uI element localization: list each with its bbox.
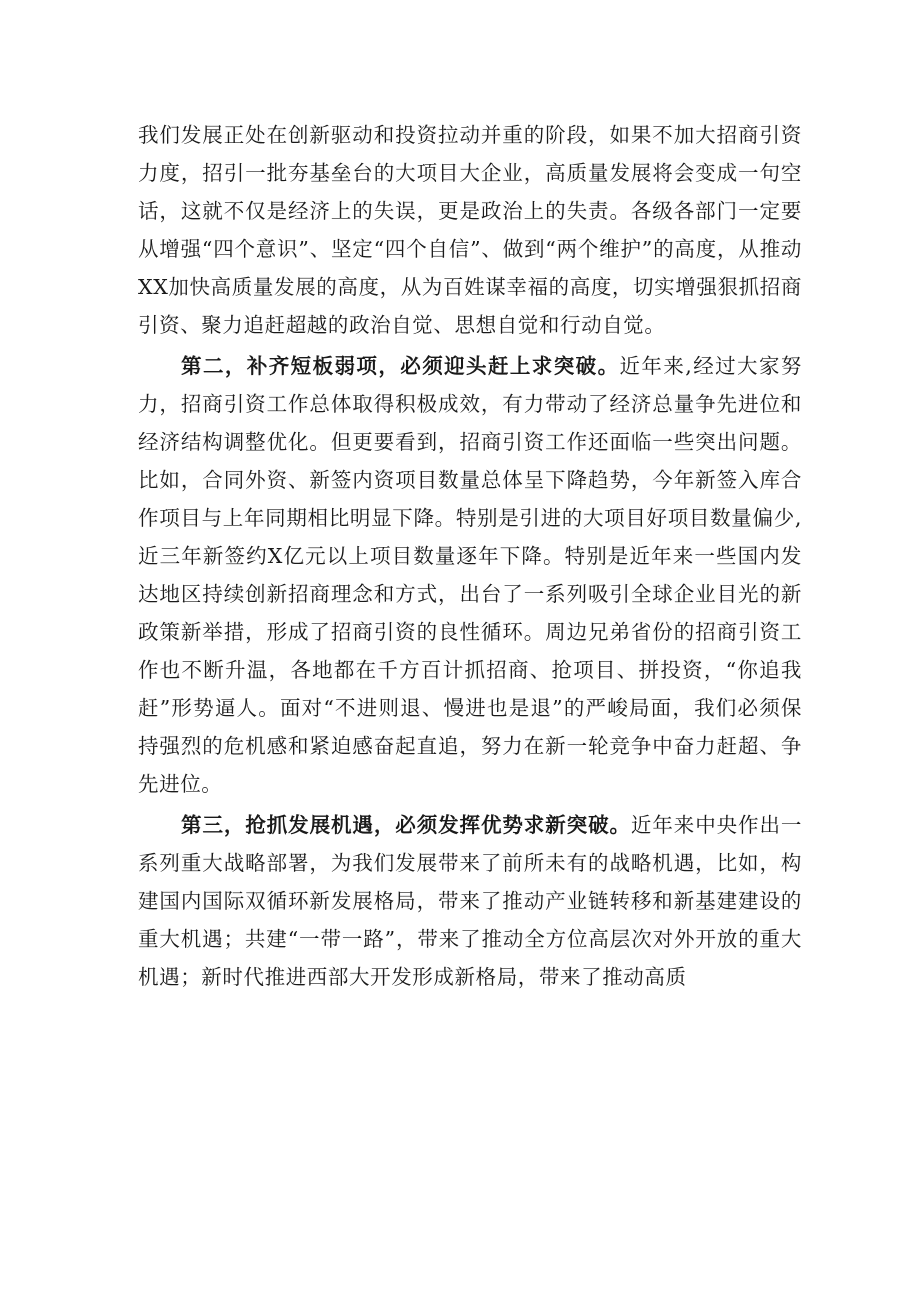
document-body: [138, 116, 802, 996]
paragraph-2: [138, 347, 802, 803]
paragraph-2-body: 近年来,经过大家努力，招商引资工作总体取得积极成效，有力带动了经济总量争先进位和经济结构调整优化。但更要看到，招商引资工作还面临一些突出问题。比如，合同外资、新签内资项目数量总体呈下降趋势，今年新签入库合作项目与上年同期相比明显下降。特别是引进的大项目好项目数量偏少,近三年新签约X亿元以上项目数量逐年下降。特别是近年来一些国内发达地区持续创新招商理念和方式，出台了一系列吸引全球企业目光的新政策新举措，形成了招商引资的良性循环。周边兄弟省份的招商引资工作也不断升温，各地都在千方百计抓招商、抢项目、拼投资，“你追我赶”形势逼人。面对“不进则退、慢进也是退”的严峻局面，我们必须保持强烈的危机感和紧迫感奋起直追，努力在新一轮竞争中奋力赶超、争先进位。: [138, 354, 802, 796]
paragraph-3-body: 近年来中央作出一系列重大战略部署，为我们发展带来了前所未有的战略机遇，比如，构建国内国际双循环新发展格局，带来了推动产业链转移和新基建建设的重大机遇；共建“一带一路”，带来了推动全方位高层次对外开放的重大机遇；新时代推进西部大开发形成新格局，带来了推动高质: [138, 813, 802, 989]
paragraph-2-lead: 第二，补齐短板弱项，必须迎头赶上求突破。: [181, 354, 620, 378]
paragraph-3-lead: 第三，抢抓发展机遇，必须发挥优势求新突破。: [181, 813, 631, 837]
paragraph-1: [138, 116, 802, 344]
paragraph-1-body: 我们发展正处在创新驱动和投资拉动并重的阶段，如果不加大招商引资力度，招引一批夯基垒台的大项目大企业，高质量发展将会变成一句空话，这就不仅是经济上的失误，更是政治上的失责。各级各部门一定要从增强“四个意识”、坚定“四个自信”、做到“两个维护”的高度，从推动XX加快高质量发展的高度，从为百姓谋幸福的高度，切实增强狠抓招商引资、聚力追赶超越的政治自觉、思想自觉和行动自觉。: [138, 123, 802, 337]
paragraph-3: [138, 806, 802, 996]
